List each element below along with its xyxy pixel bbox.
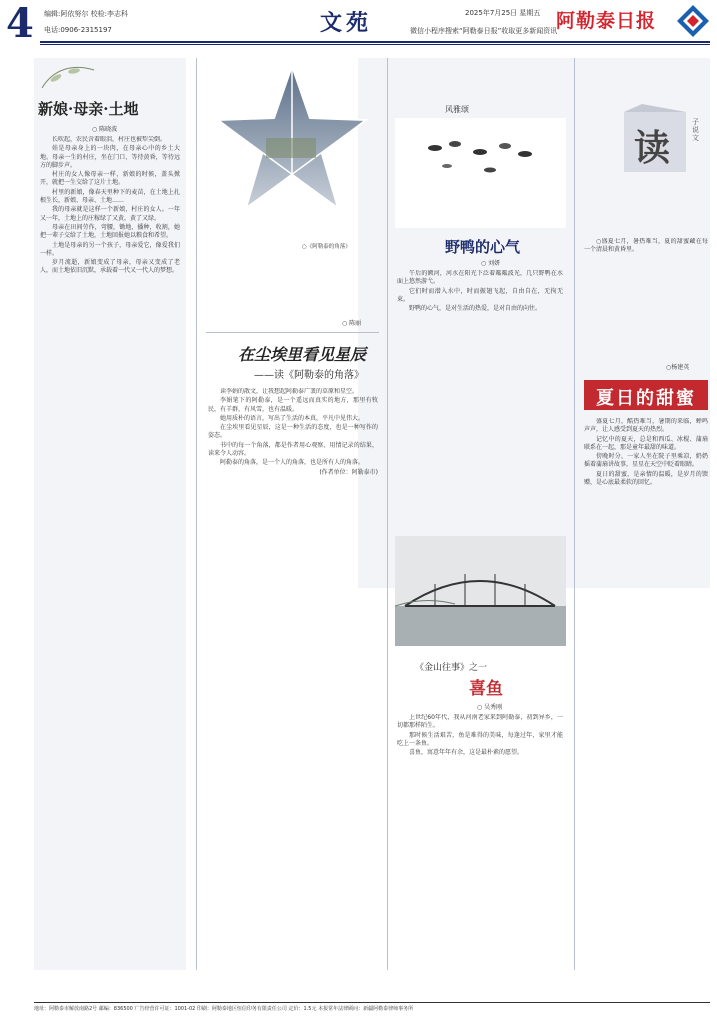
- badge-subtext: 子说文: [692, 118, 699, 142]
- poem-byline: ○ 陈丽: [342, 320, 362, 327]
- newspaper-logo: 阿勒泰日报: [556, 10, 657, 32]
- paragraph: 书中的每一个角落，都是作者用心观察、用情记录的结果，读来令人动容。: [208, 441, 378, 458]
- editor-line: 编辑:阿依努尔 校检:李志科: [44, 10, 128, 18]
- article-body: [40, 136, 180, 966]
- series-byline: ○ 吴秀刚: [477, 704, 503, 711]
- footer-imprint: 地址：阿勒泰市解放南路2号 邮编：836500 广告经营许可证：1001-02 印刷：阿勒泰地区恒信印务有限责任公司 定价：1.5元 本报常年法律顾问：新疆阿勒泰律师事务所: [34, 1006, 414, 1012]
- paragraph: 野鸭的心气，是对生活的热爱，是对自由的向往。: [409, 305, 542, 313]
- paragraph: 母亲在田间劳作，弯腰，锄地，播种，收割，她把一辈子交给了土地，土地回报她以粮食和希望。: [40, 223, 180, 240]
- paragraph: 村庄的女人像母亲一样，新娘的时候，盖头掀开，就把一生交给了这片土地。: [40, 171, 180, 187]
- phone-line: 电话:0906-2315197: [44, 26, 112, 34]
- bridge-photo: [395, 536, 566, 646]
- paragraph: 村里的新娘，像春天里种下的麦苗，在土地上扎根生长，新娘、母亲、土地……: [40, 188, 180, 205]
- reading-badge: 读: [634, 127, 671, 169]
- paragraph: 傍晚时分，一家人坐在院子里乘凉，奶奶摇着蒲扇讲故事，星星在天空中眨着眼睛。: [584, 453, 708, 469]
- section-rule: [206, 332, 379, 333]
- promo-line: 微信小程序搜索“阿勒泰日报”收取更多新闻资讯: [410, 27, 558, 35]
- article-byline: ○ 陈晓波: [92, 126, 118, 133]
- article-body: [584, 418, 708, 968]
- column-divider: [387, 58, 388, 970]
- header-rule-thin: [40, 44, 710, 45]
- section-title: 文苑: [320, 10, 373, 36]
- paragraph: 喜鱼，寓意年年有余，这是最朴素的愿望。: [409, 749, 524, 757]
- article-body: [208, 388, 378, 968]
- paragraph: 上世纪60年代，我从河南老家来到阿勒泰，初到异乡，一切都那样陌生。: [397, 714, 563, 730]
- column-divider: [196, 58, 197, 970]
- article-title: 野鸭的心气: [445, 238, 521, 256]
- column-new-bride: [34, 58, 186, 970]
- page-number: 4: [6, 0, 34, 47]
- paragraph: 午后的额河，河水在阳光下泛着粼粼波光，几只野鸭在水面上悠然游弋。: [397, 270, 563, 286]
- intro-byline: ○杨建英: [666, 364, 690, 371]
- series-body: [397, 714, 563, 968]
- article-subtitle: ——读《阿勒泰的角落》: [254, 370, 364, 381]
- paragraph: 它们时而潜入水中，时而振翅飞起，自由自在，无拘无束。: [397, 287, 563, 303]
- paragraph: 长吹起，农民含着眼泪，村庄也被犁尖倒。: [52, 136, 167, 143]
- paragraph: 盛夏七月，酷热难当，暑期的来临，蝉鸣声声，让人感受到夏天的热烈。: [584, 418, 708, 434]
- paragraph: ○盛夏七月，暑热难当，夏的甜蜜藏在每一个清晨和黄昏里。: [584, 238, 708, 254]
- series-title: 《金山往事》之一: [415, 663, 488, 673]
- footer-rule: [34, 1002, 710, 1003]
- logo-emblem-icon: [676, 4, 710, 38]
- paragraph: 李娟笔下的阿勒泰，是一个遥远而真实的地方，那里有牧民，有羊群，有风雪，也有温暖。: [208, 397, 378, 413]
- paragraph: 夏日的甜蜜，是亲情的温暖，是岁月的馈赠，是心底最柔软的回忆。: [584, 470, 708, 487]
- issue-date: 2025年7月25日 星期五: [465, 9, 541, 17]
- paragraph: 阿勒泰的角落，是一个人的角落，也是所有人的角落。: [220, 459, 365, 467]
- column-divider: [574, 58, 575, 970]
- paragraph: 我的母亲就是这样一个新娘，村庄的女人。一年又一年，土地上的庄稼绿了又黄，黄了又绿。: [40, 206, 180, 222]
- paragraph: 岁月流逝，新娘变成了母亲，母亲又变成了老人，而土地依旧沉默，承载着一代又一代人的梦想。: [40, 259, 180, 275]
- column-summer: [582, 58, 710, 970]
- column-ducks: [395, 58, 566, 970]
- column-tag: 风雅颂: [445, 105, 469, 114]
- author-note: (作者单位：阿勒泰市): [319, 468, 378, 476]
- poem-caption: ○《阿勒泰的角落》: [302, 244, 351, 250]
- column-reading: [206, 58, 379, 970]
- page-header: [0, 0, 717, 48]
- paragraph: 在尘埃里看见星辰，这是一种生活的态度，也是一种写作的姿态。: [208, 424, 378, 440]
- series-subtitle: 喜鱼: [469, 679, 503, 699]
- paragraph: 她用质朴的语言，写出了生活的本真，平凡中见伟大。: [220, 414, 365, 422]
- header-rule: [40, 41, 710, 43]
- paragraph: 土地是母亲的另一个孩子，母亲爱它，像爱我们一样。: [40, 241, 180, 257]
- article-title: 在尘埃里看见星辰: [238, 345, 367, 364]
- star-photo-collage: [206, 58, 379, 228]
- article-title: 新娘·母亲·土地: [38, 100, 139, 118]
- paragraph: 读李娟的散文，让我想起阿勒泰广袤的草原和星空。: [220, 388, 359, 395]
- ducks-photo: [395, 118, 566, 228]
- leaf-decoration-icon: [34, 58, 186, 94]
- article-body: [397, 270, 563, 540]
- intro-text: [584, 238, 708, 358]
- article-byline: ○ 刘妍: [481, 260, 501, 267]
- paragraph: 那时候生活艰苦，鱼是难得的美味，每逢过年，家里才能吃上一条鱼。: [397, 731, 563, 747]
- paragraph: 娃是母亲身上的一块肉，在母亲心中的乡土大地。母亲一生的村庄，坐在门口，等待黄昏，等待远方的脚步声。: [40, 145, 180, 169]
- article-title: 夏日的甜蜜: [596, 388, 696, 409]
- paragraph: 记忆中的夏天，总是和西瓜、冰棍、蒲扇联系在一起，那是童年最甜的味道。: [584, 435, 708, 451]
